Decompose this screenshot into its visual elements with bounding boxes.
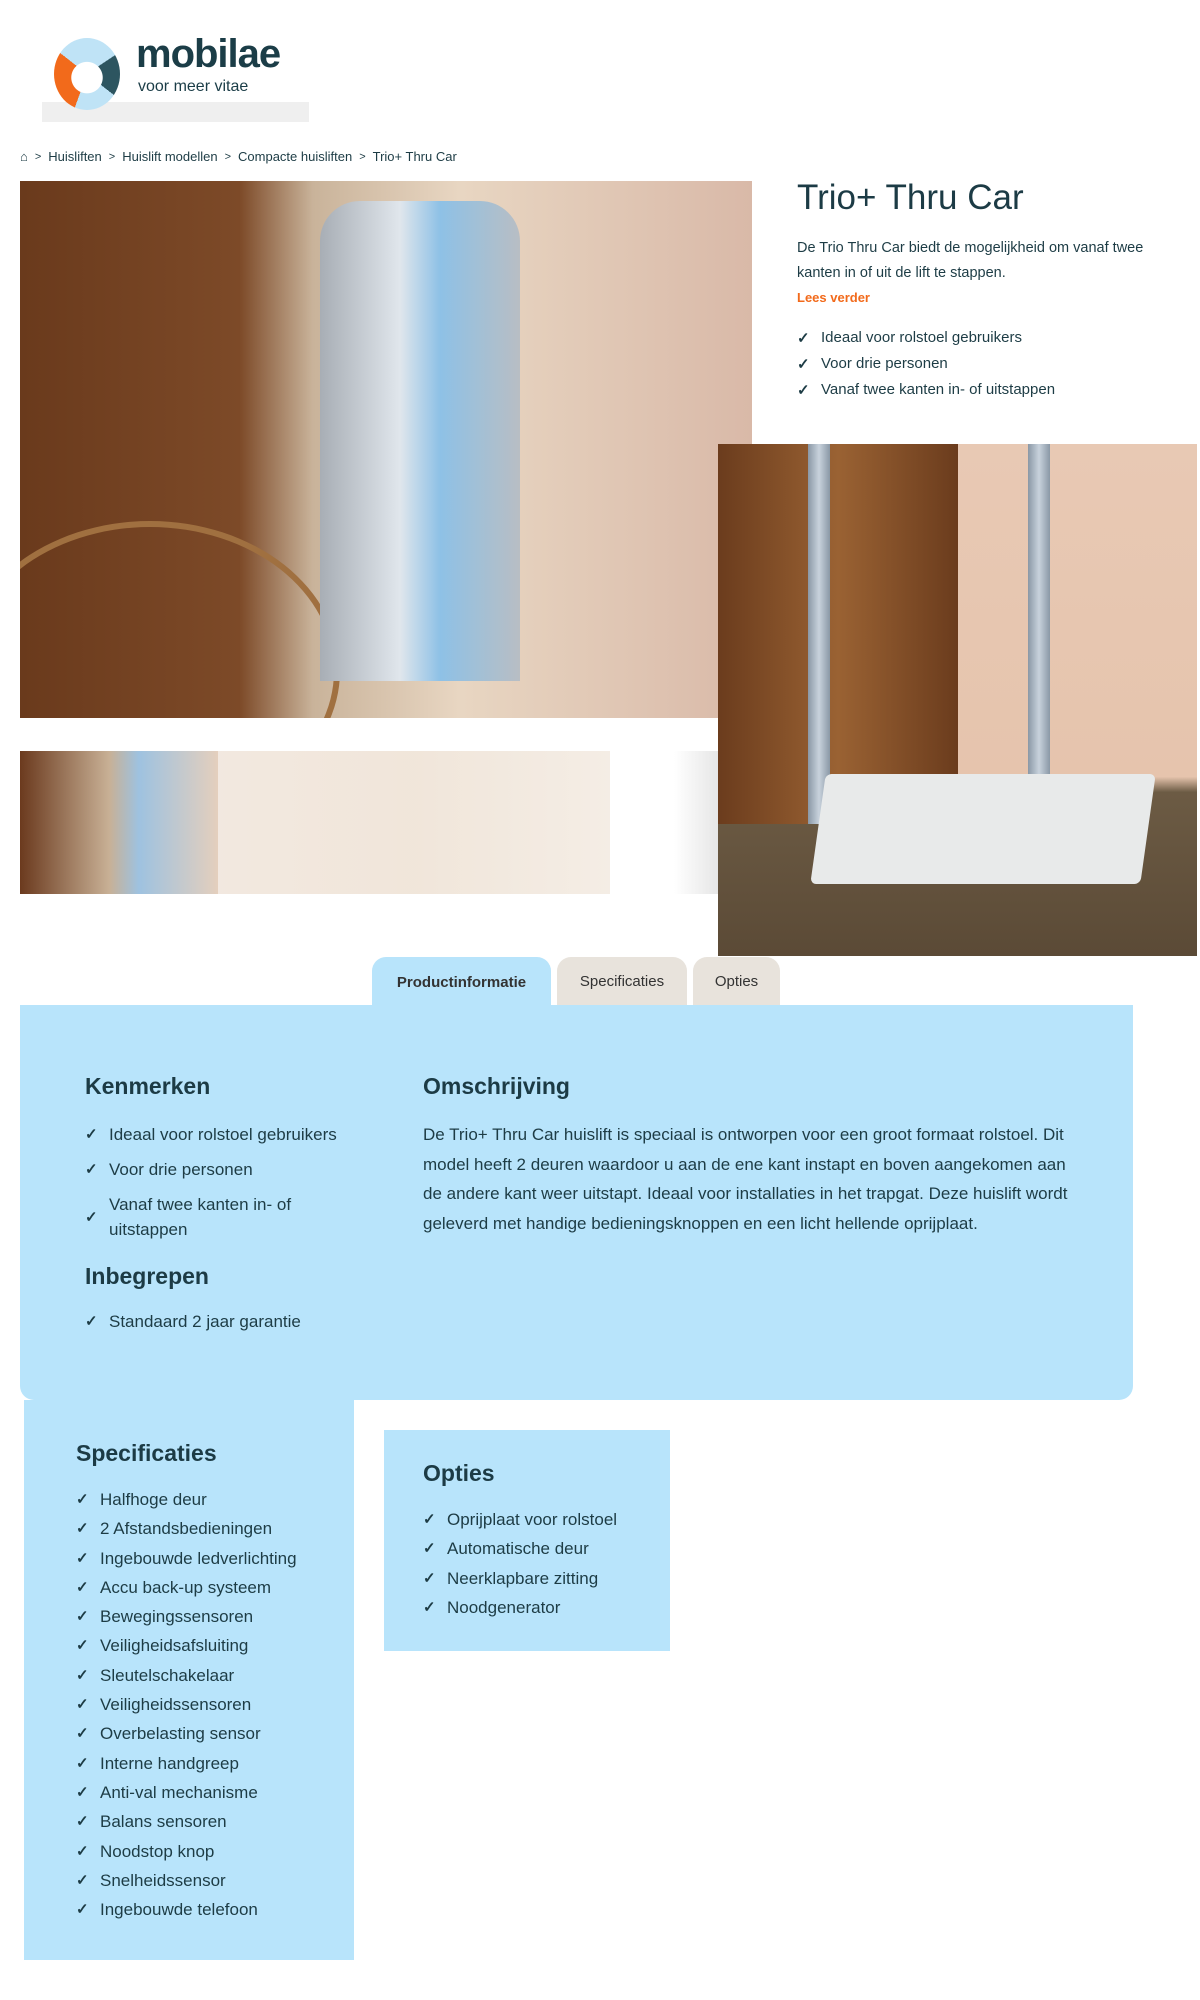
list-item-label: Overbelasting sensor bbox=[100, 1724, 261, 1744]
product-secondary-image bbox=[718, 444, 1197, 956]
check-icon: ✓ bbox=[76, 1725, 89, 1743]
list-item bbox=[797, 329, 1055, 355]
list-item bbox=[76, 1519, 297, 1548]
list-item-label: Interne handgreep bbox=[100, 1753, 239, 1773]
breadcrumb-compacte-huisliften[interactable]: Compacte huisliften bbox=[238, 149, 353, 164]
list-item-label: Oprijplaat voor rolstoel bbox=[447, 1510, 618, 1529]
check-icon: ✓ bbox=[76, 1491, 89, 1508]
thumbnail-2[interactable] bbox=[218, 751, 610, 894]
list-item-label: Standaard 2 jaar garantie bbox=[109, 1312, 301, 1331]
image-lift-cabin bbox=[320, 201, 520, 681]
opties-list bbox=[423, 1510, 617, 1627]
kenmerken-list bbox=[85, 1122, 375, 1252]
list-item bbox=[423, 1569, 617, 1598]
check-icon: ✓ bbox=[76, 1754, 89, 1772]
specificaties-heading: Specificaties bbox=[76, 1440, 217, 1466]
check-icon: ✓ bbox=[423, 1598, 436, 1616]
check-icon: ✓ bbox=[797, 382, 810, 399]
list-item bbox=[797, 381, 1055, 407]
list-item bbox=[76, 1607, 297, 1636]
logo-tagline: voor meer vitae bbox=[138, 78, 249, 95]
check-icon: ✓ bbox=[85, 1161, 98, 1178]
list-item-label: Voor drie personen bbox=[821, 355, 948, 372]
list-item-label: Veiligheidsafsluiting bbox=[100, 1636, 249, 1656]
list-item bbox=[76, 1490, 297, 1519]
list-item-label: Ideaal voor rolstoel gebruikers bbox=[109, 1125, 337, 1144]
kenmerken-heading: Kenmerken bbox=[85, 1073, 211, 1099]
thumbnail-3[interactable] bbox=[674, 751, 718, 894]
check-icon: ✓ bbox=[76, 1842, 89, 1860]
check-icon: ✓ bbox=[76, 1637, 89, 1655]
list-item bbox=[76, 1549, 297, 1578]
list-item-label: Anti-val mechanisme bbox=[100, 1782, 258, 1802]
check-icon: ✓ bbox=[76, 1666, 89, 1684]
list-item bbox=[423, 1539, 617, 1568]
list-item-label: Balans sensoren bbox=[100, 1812, 227, 1832]
list-item-label: Automatische deur bbox=[447, 1539, 589, 1559]
list-item bbox=[423, 1510, 617, 1539]
product-intro: De Trio Thru Car biedt de mogelijkheid om vanaf twee kanten in of uit de lift te stappen. bbox=[797, 240, 1144, 281]
product-main-image[interactable] bbox=[20, 181, 752, 718]
specificaties-list bbox=[76, 1490, 297, 1929]
breadcrumb-separator: > bbox=[108, 150, 116, 163]
home-icon[interactable]: ⌂ bbox=[20, 149, 28, 164]
list-item-label: Accu back-up systeem bbox=[100, 1577, 272, 1597]
image-door bbox=[718, 444, 958, 824]
breadcrumb-separator: > bbox=[224, 150, 232, 163]
list-item-label: Vanaf twee kanten in- of uitstappen bbox=[821, 381, 1056, 398]
highlights-list bbox=[797, 329, 1055, 407]
check-icon: ✓ bbox=[76, 1813, 89, 1831]
list-item-label: Ideaal voor rolstoel gebruikers bbox=[821, 329, 1022, 346]
thumbnail-1[interactable] bbox=[20, 751, 218, 894]
list-item bbox=[423, 1598, 617, 1627]
check-icon: ✓ bbox=[76, 1549, 89, 1567]
list-item-label: Veiligheidssensoren bbox=[100, 1695, 252, 1715]
list-item-label: 2 Afstandsbedieningen bbox=[100, 1519, 273, 1539]
tab-productinformatie[interactable]: Productinformatie bbox=[372, 957, 551, 1007]
check-icon: ✓ bbox=[76, 1783, 89, 1801]
tabs bbox=[372, 957, 780, 1007]
check-icon: ✓ bbox=[76, 1578, 89, 1596]
list-item-label: Noodgenerator bbox=[447, 1597, 561, 1617]
check-icon: ✓ bbox=[423, 1511, 436, 1528]
check-icon: ✓ bbox=[85, 1126, 98, 1143]
list-item bbox=[85, 1122, 375, 1147]
logo-swirl-icon bbox=[54, 38, 120, 110]
opties-heading: Opties bbox=[423, 1460, 495, 1486]
inbegrepen-list bbox=[85, 1312, 301, 1332]
image-floor-plate bbox=[810, 774, 1155, 884]
list-item bbox=[76, 1636, 297, 1665]
list-item-label: Bewegingssensoren bbox=[100, 1607, 254, 1627]
list-item-label: Ingebouwde telefoon bbox=[100, 1900, 258, 1920]
list-item bbox=[76, 1754, 297, 1783]
omschrijving-text: De Trio+ Thru Car huislift is speciaal is ontworpen voor een groot formaat rolstoel. Dit model heeft 2 deuren waardoor u aan de ene kant instapt en boven aangekomen aan de andere kant weer uitstapt. Ideaal voor installaties in het trapgat. Deze huislift wordt geleverd met handige bedieningsknoppen en een licht hellende oprijplaat. bbox=[423, 1125, 1068, 1233]
check-icon: ✓ bbox=[76, 1901, 89, 1919]
list-item-label: Neerklapbare zitting bbox=[447, 1568, 599, 1588]
list-item bbox=[76, 1842, 297, 1871]
opties-panel bbox=[384, 1430, 670, 1651]
list-item bbox=[76, 1812, 297, 1841]
check-icon: ✓ bbox=[76, 1696, 89, 1714]
logo[interactable] bbox=[42, 32, 309, 122]
list-item bbox=[85, 1157, 375, 1182]
omschrijving-heading: Omschrijving bbox=[423, 1073, 570, 1099]
list-item bbox=[85, 1192, 375, 1242]
breadcrumb-separator: > bbox=[34, 150, 42, 163]
list-item bbox=[76, 1724, 297, 1753]
check-icon: ✓ bbox=[423, 1540, 436, 1558]
breadcrumb-huislift-modellen[interactable]: Huislift modellen bbox=[122, 149, 218, 164]
check-icon: ✓ bbox=[85, 1208, 98, 1226]
check-icon: ✓ bbox=[423, 1569, 436, 1587]
list-item-label: Snelheidssensor bbox=[100, 1870, 226, 1890]
list-item-label: Voor drie personen bbox=[109, 1160, 253, 1179]
list-item-label: Ingebouwde ledverlichting bbox=[100, 1548, 297, 1568]
check-icon: ✓ bbox=[797, 330, 810, 347]
inbegrepen-heading: Inbegrepen bbox=[85, 1263, 209, 1289]
specificaties-panel bbox=[24, 1400, 354, 1960]
list-item-label: Halfhoge deur bbox=[100, 1490, 207, 1509]
breadcrumb bbox=[20, 149, 457, 164]
tab-specificaties[interactable]: Specificaties bbox=[557, 957, 687, 1005]
image-pole bbox=[1028, 444, 1050, 824]
list-item-label: Sleutelschakelaar bbox=[100, 1665, 235, 1685]
check-icon: ✓ bbox=[85, 1313, 98, 1330]
list-item bbox=[76, 1900, 297, 1929]
list-item bbox=[85, 1312, 301, 1332]
list-item-label: Noodstop knop bbox=[100, 1841, 215, 1861]
product-title: Trio+ Thru Car bbox=[797, 178, 1024, 217]
logo-name: mobilae bbox=[136, 32, 281, 76]
list-item bbox=[797, 355, 1055, 381]
check-icon: ✓ bbox=[76, 1608, 89, 1626]
list-item bbox=[76, 1871, 297, 1900]
list-item bbox=[76, 1695, 297, 1724]
read-more-link[interactable]: Lees verder bbox=[797, 290, 870, 305]
check-icon: ✓ bbox=[76, 1520, 89, 1538]
check-icon: ✓ bbox=[797, 356, 810, 373]
list-item bbox=[76, 1666, 297, 1695]
check-icon: ✓ bbox=[76, 1871, 89, 1889]
breadcrumb-huisliften[interactable]: Huisliften bbox=[48, 149, 102, 164]
list-item bbox=[76, 1578, 297, 1607]
breadcrumb-separator: > bbox=[359, 150, 366, 163]
tab-opties[interactable]: Opties bbox=[693, 957, 780, 1005]
list-item bbox=[76, 1783, 297, 1812]
image-staircase-railing bbox=[20, 521, 340, 718]
image-pole bbox=[808, 444, 830, 824]
breadcrumb-current: Trio+ Thru Car bbox=[372, 149, 457, 164]
list-item-label: Vanaf twee kanten in- of uitstappen bbox=[109, 1195, 292, 1239]
